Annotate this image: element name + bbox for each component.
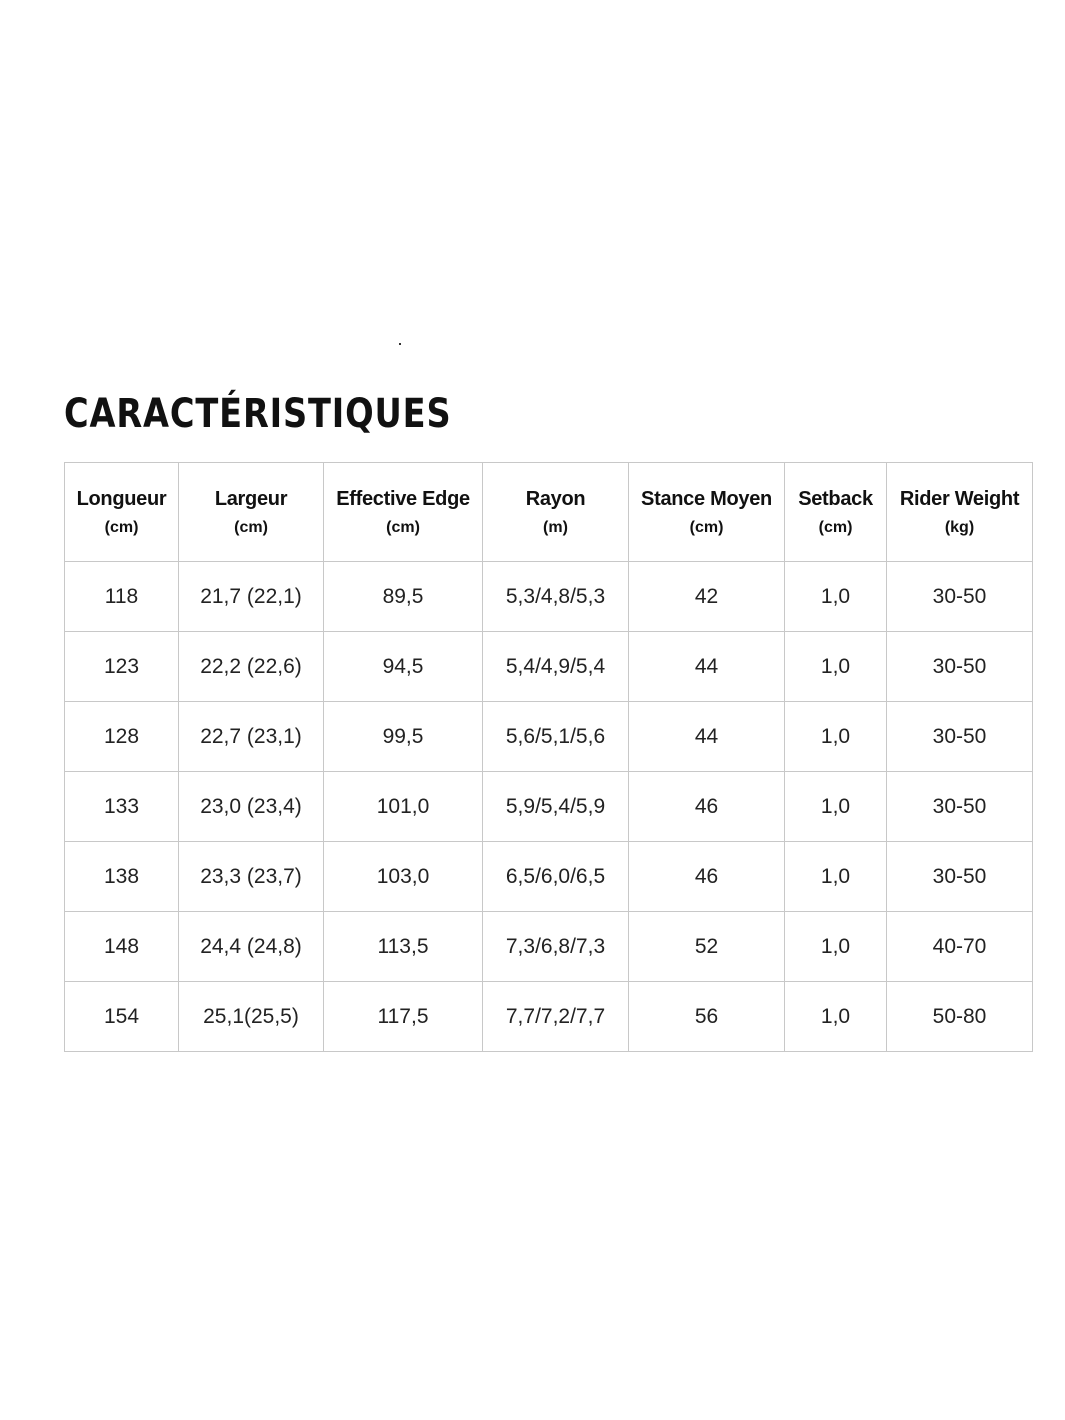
table-row	[65, 772, 1033, 842]
cell-effective-edge: 103,0	[324, 842, 483, 912]
cell-effective-edge: 117,5	[324, 982, 483, 1052]
header-longueur	[65, 463, 179, 562]
header-unit: (cm)	[386, 518, 420, 536]
cell-stance-moyen: 42	[629, 562, 785, 632]
cell-rayon: 7,3/6,8/7,3	[483, 912, 629, 982]
table-row	[65, 632, 1033, 702]
cell-rider-weight: 30-50	[887, 842, 1033, 912]
table-header-row	[65, 463, 1033, 562]
header-unit: (cm)	[104, 518, 139, 536]
header-unit: (kg)	[944, 518, 975, 536]
cell-stance-moyen: 56	[629, 982, 785, 1052]
table-row	[65, 912, 1033, 982]
cell-setback: 1,0	[785, 632, 887, 702]
cell-largeur: 24,4 (24,8)	[179, 912, 324, 982]
cell-effective-edge: 113,5	[324, 912, 483, 982]
header-label: Stance Moyen	[641, 487, 772, 510]
cell-stance-moyen: 44	[629, 702, 785, 772]
header-effective-edge	[324, 463, 483, 562]
header-unit: (cm)	[234, 518, 268, 536]
cell-longueur: 148	[65, 912, 179, 982]
header-setback	[785, 463, 887, 562]
cell-setback: 1,0	[785, 702, 887, 772]
cell-largeur: 21,7 (22,1)	[179, 562, 324, 632]
cell-effective-edge: 99,5	[324, 702, 483, 772]
cell-effective-edge: 94,5	[324, 632, 483, 702]
stray-dot	[399, 343, 401, 345]
cell-rider-weight: 30-50	[887, 632, 1033, 702]
cell-rayon: 5,4/4,9/5,4	[483, 632, 629, 702]
cell-rayon: 7,7/7,2/7,7	[483, 982, 629, 1052]
cell-largeur: 23,0 (23,4)	[179, 772, 324, 842]
table-row	[65, 702, 1033, 772]
header-label: Rayon	[525, 487, 586, 510]
cell-stance-moyen: 52	[629, 912, 785, 982]
cell-rider-weight: 30-50	[887, 702, 1033, 772]
cell-longueur: 138	[65, 842, 179, 912]
header-largeur	[179, 463, 324, 562]
cell-rayon: 6,5/6,0/6,5	[483, 842, 629, 912]
cell-longueur: 128	[65, 702, 179, 772]
cell-longueur: 133	[65, 772, 179, 842]
cell-setback: 1,0	[785, 772, 887, 842]
cell-setback: 1,0	[785, 982, 887, 1052]
table-row	[65, 982, 1033, 1052]
header-label: Effective Edge	[336, 487, 470, 510]
cell-largeur: 22,7 (23,1)	[179, 702, 324, 772]
header-label: Largeur	[214, 487, 288, 510]
cell-rayon: 5,9/5,4/5,9	[483, 772, 629, 842]
header-label: Longueur	[76, 487, 167, 510]
cell-rider-weight: 50-80	[887, 982, 1033, 1052]
cell-rider-weight: 30-50	[887, 772, 1033, 842]
cell-rider-weight: 40-70	[887, 912, 1033, 982]
cell-stance-moyen: 46	[629, 772, 785, 842]
header-unit: (cm)	[689, 518, 724, 536]
cell-effective-edge: 89,5	[324, 562, 483, 632]
header-label: Rider Weight	[899, 487, 1020, 510]
cell-stance-moyen: 44	[629, 632, 785, 702]
table-row	[65, 842, 1033, 912]
cell-rayon: 5,3/4,8/5,3	[483, 562, 629, 632]
cell-setback: 1,0	[785, 842, 887, 912]
cell-setback: 1,0	[785, 912, 887, 982]
cell-longueur: 154	[65, 982, 179, 1052]
header-label: Setback	[798, 487, 873, 510]
cell-rider-weight: 30-50	[887, 562, 1033, 632]
cell-longueur: 123	[65, 632, 179, 702]
header-unit: (cm)	[818, 518, 853, 536]
cell-largeur: 23,3 (23,7)	[179, 842, 324, 912]
cell-setback: 1,0	[785, 562, 887, 632]
header-unit: (m)	[543, 518, 568, 536]
header-stance-moyen	[629, 463, 785, 562]
cell-longueur: 118	[65, 562, 179, 632]
cell-largeur: 25,1(25,5)	[179, 982, 324, 1052]
cell-effective-edge: 101,0	[324, 772, 483, 842]
table-row	[65, 562, 1033, 632]
header-rayon	[483, 463, 629, 562]
page-title: CARACTÉRISTIQUES	[64, 391, 452, 437]
header-rider-weight	[887, 463, 1033, 562]
cell-largeur: 22,2 (22,6)	[179, 632, 324, 702]
specs-table	[64, 462, 1033, 1052]
cell-stance-moyen: 46	[629, 842, 785, 912]
cell-rayon: 5,6/5,1/5,6	[483, 702, 629, 772]
